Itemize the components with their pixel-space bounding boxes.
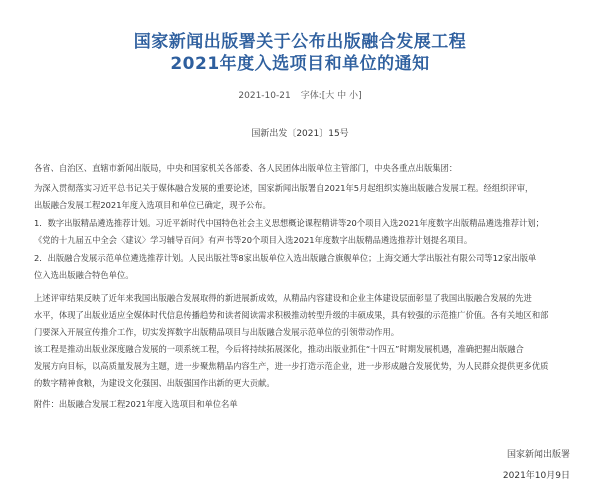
paragraph-line: 为深入贯彻落实习近平总书记关于媒体融合发展的重要论述，国家新闻出版署自2021年5月起组织实施出版融合发展工程。经组织评审， [34,183,534,193]
paragraph-line: 各省、自治区、直辖市新闻出版局，中央和国家机关各部委、各人民团体出版单位主管部门，中央各重点出版集团： [34,163,458,173]
paragraph-line: 门要深入开展宣传推介工作，切实发挥数字出版精品项目与出版融合发展示范单位的引领带动作用。 [34,327,400,337]
font-size-bracket: ] [358,91,362,101]
paragraph-line: 发展方向目标，以高质量发展为主题，进一步聚焦精品内容生产，进一步打造示范企业，进一步形成融合发展优势，为人民群众提供更多优质 [34,361,549,371]
document-number: 国新出发〔2021〕15号 [251,129,349,139]
paragraph-line: 位入选出版融合特色单位。 [34,270,134,280]
body-paragraph-attachment [34,396,574,413]
body-paragraph-item-1 [34,215,574,249]
article-meta [0,90,600,102]
attachment-link[interactable]: 附件：出版融合发展工程2021年度入选项目和单位名单 [34,399,238,409]
paragraph-line: 上述评审结果反映了近年来我国出版融合发展取得的新进展新成效，从精品内容建设和企业主体建设层面彰显了我国出版融合发展的先进 [34,293,532,303]
signature-organization: 国家新闻出版署 [506,450,570,460]
paragraph-line: 该工程是推动出版业深度融合发展的一项系统工程，今后将持续拓展深化，推动出版业抓住“十四五”时期发展机遇，准确把握出版融合 [34,344,524,354]
body-paragraph-results [34,290,574,341]
paragraph-line: 2．出版融合发展示范单位遴选推荐计划。人民出版社等8家出版单位入选出版融合旗舰单位；上海交通大学出版社有限公司等12家出版单 [34,253,537,263]
paragraph-line: 《党的十九届五中全会〈建议〉学习辅导百问》有声书等20个项目入选2021年度数字出版精品遴选推荐计划提名项目。 [34,235,473,245]
body-paragraph-intro [34,180,574,214]
body-paragraph-item-2 [34,250,574,284]
font-size-large-link[interactable]: 大 [325,91,335,101]
body-paragraph-outlook [34,341,574,392]
paragraph-line: 的数字精神食粮，为建设文化强国、出版强国作出新的更大贡献。 [34,378,275,388]
page-title-line1: 国家新闻出版署关于公布出版融合发展工程 [133,32,467,52]
signature-date: 2021年10月9日 [502,471,570,481]
font-size-label: 字体:[ [300,91,326,101]
body-paragraph-addressee [34,160,574,177]
paragraph-line: 1．数字出版精品遴选推荐计划。习近平新时代中国特色社会主义思想概论课程精讲等20个项目入选2021年度数字出版精品遴选推荐计划； [34,218,544,228]
publish-date: 2021-10-21 [238,91,291,101]
paragraph-line: 水平，体现了出版业适应全媒体时代信息传播趋势和读者阅读需求积极推动转型升级的丰硕成果，具有较强的示范推广价值。各有关地区和部 [34,310,549,320]
font-size-medium-link[interactable]: 中 [337,91,347,101]
paragraph-line: 出版融合发展工程2021年度入选项目和单位已确定，现予公布。 [34,200,271,210]
page-title-line2: 2021年度入选项目和单位的通知 [170,54,430,74]
font-size-small-link[interactable]: 小 [349,91,359,101]
